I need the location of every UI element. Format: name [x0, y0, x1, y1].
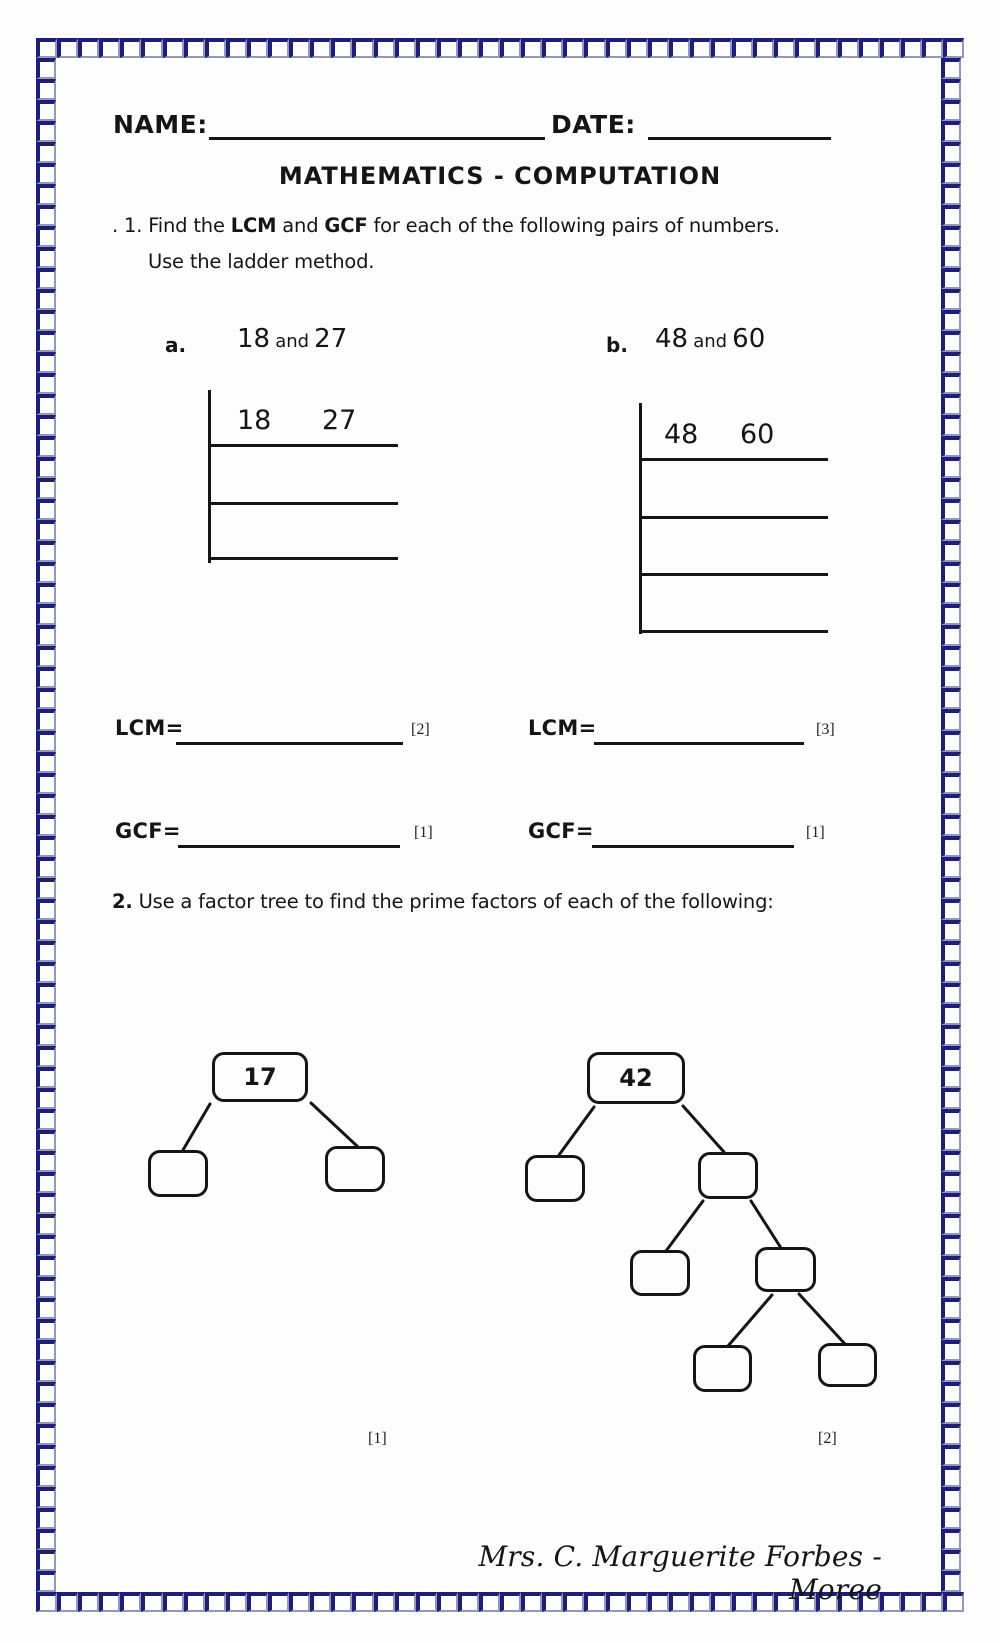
date-answer-line[interactable]: [648, 137, 831, 140]
border-tile: [941, 1445, 961, 1466]
border-tile: [57, 1592, 78, 1612]
border-tile: [36, 415, 56, 436]
ladder-a-rung-3: [208, 557, 398, 560]
border-tile: [941, 983, 961, 1004]
page-title: MATHEMATICS - COMPUTATION: [278, 162, 722, 190]
border-tile: [36, 1088, 56, 1109]
border-tile: [941, 373, 961, 394]
border-tile: [289, 1592, 310, 1612]
border-tile: [941, 1424, 961, 1445]
border-tile: [941, 310, 961, 331]
factor-tree-17-root: 17: [212, 1052, 308, 1102]
border-tile: [941, 1529, 961, 1550]
question1-number: . 1.: [112, 214, 149, 237]
border-tile: [437, 38, 458, 58]
border-tile: [36, 878, 56, 899]
ladder-b-num1: 48: [664, 419, 699, 450]
problem-b-conj: and: [693, 331, 728, 352]
border-tile: [36, 1214, 56, 1235]
question1-line2: Use the ladder method.: [148, 250, 375, 273]
border-tile: [226, 38, 247, 58]
border-tile: [36, 688, 56, 709]
border-tile: [331, 1592, 352, 1612]
ladder-b-rung-4: [639, 630, 828, 633]
factor-tree-42-box-l2-left[interactable]: [630, 1250, 690, 1296]
border-tile: [941, 1403, 961, 1424]
factor-tree-42-box-l3-right[interactable]: [818, 1343, 877, 1387]
border-tile: [36, 289, 56, 310]
border-tile: [941, 646, 961, 667]
ladder-a-rung-1: [208, 444, 398, 447]
border-tile: [479, 38, 500, 58]
border-tile: [941, 688, 961, 709]
lcm-b-answer-line[interactable]: [594, 742, 804, 745]
border-tile: [331, 38, 352, 58]
problem-b-letter: b.: [606, 333, 628, 357]
ladder-b-vertical-line: [639, 403, 642, 634]
tree-42-marks: [2]: [818, 1430, 837, 1447]
border-tile: [941, 499, 961, 520]
border-tile: [941, 709, 961, 730]
border-tile: [941, 562, 961, 583]
decorative-border-top: [36, 38, 964, 58]
border-tile: [941, 583, 961, 604]
border-tile: [416, 38, 437, 58]
decorative-border-right: [941, 58, 961, 1592]
border-tile: [36, 457, 56, 478]
border-tile: [36, 1403, 56, 1424]
border-tile: [901, 1592, 922, 1612]
border-tile: [205, 1592, 226, 1612]
border-tile: [36, 1592, 57, 1612]
border-tile: [36, 541, 56, 562]
factor-tree-42-root: 42: [587, 1052, 685, 1104]
border-tile: [941, 1340, 961, 1361]
gcf-b-marks: [1]: [806, 824, 825, 841]
question1-line1: [112, 214, 780, 237]
lcm-b-marks: [3]: [816, 721, 835, 738]
border-tile: [941, 604, 961, 625]
border-tile: [36, 1508, 56, 1529]
border-tile: [941, 1046, 961, 1067]
border-tile: [941, 478, 961, 499]
border-tile: [521, 38, 542, 58]
border-tile: [941, 1130, 961, 1151]
border-tile: [36, 1109, 56, 1130]
border-tile: [36, 1067, 56, 1088]
decorative-border-left: [36, 58, 56, 1592]
border-tile: [941, 1193, 961, 1214]
border-tile: [941, 752, 961, 773]
problem-b-numbers: [655, 324, 765, 354]
border-tile: [941, 1151, 961, 1172]
border-tile: [184, 1592, 205, 1612]
border-tile: [289, 38, 310, 58]
border-tile: [941, 1067, 961, 1088]
border-tile: [943, 1592, 964, 1612]
border-tile: [141, 1592, 162, 1612]
border-tile: [184, 38, 205, 58]
border-tile: [36, 815, 56, 836]
border-tile: [36, 163, 56, 184]
border-tile: [268, 1592, 289, 1612]
border-tile: [859, 38, 880, 58]
gcf-b-answer-line[interactable]: [592, 845, 794, 848]
border-tile: [36, 331, 56, 352]
border-tile: [36, 142, 56, 163]
border-tile: [36, 920, 56, 941]
border-tile: [36, 562, 56, 583]
border-tile: [941, 520, 961, 541]
border-tile: [941, 184, 961, 205]
border-tile: [941, 1466, 961, 1487]
border-tile: [36, 1298, 56, 1319]
border-tile: [941, 625, 961, 646]
border-tile: [943, 38, 964, 58]
border-tile: [941, 1487, 961, 1508]
border-tile: [36, 394, 56, 415]
name-answer-line[interactable]: [209, 137, 545, 140]
border-tile: [374, 1592, 395, 1612]
border-tile: [732, 38, 753, 58]
factor-tree-17-box-left[interactable]: [148, 1150, 208, 1197]
border-tile: [941, 920, 961, 941]
border-tile: [941, 1214, 961, 1235]
border-tile: [141, 38, 162, 58]
border-tile: [310, 1592, 331, 1612]
border-tile: [941, 394, 961, 415]
gcf-a-marks: [1]: [414, 824, 433, 841]
border-tile: [99, 38, 120, 58]
border-tile: [36, 1382, 56, 1403]
border-tile: [941, 1319, 961, 1340]
border-tile: [941, 415, 961, 436]
border-tile: [941, 1235, 961, 1256]
border-tile: [941, 1256, 961, 1277]
border-tile: [36, 1130, 56, 1151]
border-tile: [941, 100, 961, 121]
border-tile: [648, 38, 669, 58]
border-tile: [36, 941, 56, 962]
border-tile: [584, 38, 605, 58]
border-tile: [36, 520, 56, 541]
lcm-term: LCM: [230, 214, 277, 237]
border-tile: [941, 731, 961, 752]
border-tile: [941, 121, 961, 142]
border-tile: [941, 878, 961, 899]
border-tile: [36, 625, 56, 646]
border-tile: [941, 1361, 961, 1382]
border-tile: [36, 499, 56, 520]
border-tile: [690, 38, 711, 58]
border-tile: [36, 709, 56, 730]
border-tile: [669, 38, 690, 58]
factor-tree-42-box-l3-left[interactable]: [693, 1345, 752, 1392]
question1-text: for each of the following pairs of numbers.: [367, 214, 780, 237]
border-tile: [941, 352, 961, 373]
gcf-a-answer-line[interactable]: [178, 845, 400, 848]
border-tile: [500, 38, 521, 58]
question2-text: Use a factor tree to find the prime factors of each of the following:: [132, 890, 774, 913]
border-tile: [606, 38, 627, 58]
ladder-b-rung-2: [639, 516, 828, 519]
border-tile: [941, 142, 961, 163]
border-tile: [774, 38, 795, 58]
border-tile: [36, 962, 56, 983]
border-tile: [99, 1592, 120, 1612]
border-tile: [247, 1592, 268, 1612]
border-tile: [36, 583, 56, 604]
border-tile: [247, 38, 268, 58]
border-tile: [78, 38, 99, 58]
border-tile: [941, 1508, 961, 1529]
ladder-b-rung-3: [639, 573, 828, 576]
border-tile: [711, 38, 732, 58]
lcm-b-label: LCM=: [528, 716, 597, 740]
border-tile: [563, 38, 584, 58]
border-tile: [922, 38, 943, 58]
factor-tree-17-box-right[interactable]: [325, 1146, 385, 1192]
border-tile: [816, 38, 837, 58]
border-tile: [36, 1256, 56, 1277]
border-tile: [941, 1550, 961, 1571]
border-tile: [36, 310, 56, 331]
problem-a-letter: a.: [165, 333, 187, 357]
problem-a-num2: 27: [314, 324, 348, 354]
border-tile: [36, 857, 56, 878]
border-tile: [36, 121, 56, 142]
border-tile: [753, 38, 774, 58]
border-tile: [36, 436, 56, 457]
border-tile: [36, 373, 56, 394]
border-tile: [36, 1172, 56, 1193]
border-tile: [226, 1592, 247, 1612]
border-tile: [941, 1571, 961, 1592]
border-tile: [941, 163, 961, 184]
border-tile: [941, 667, 961, 688]
border-tile: [36, 1025, 56, 1046]
name-label: NAME:: [113, 110, 208, 139]
border-tile: [36, 1319, 56, 1340]
border-tile: [163, 1592, 184, 1612]
border-tile: [36, 1529, 56, 1550]
border-tile: [36, 1004, 56, 1025]
border-tile: [941, 541, 961, 562]
border-tile: [36, 1235, 56, 1256]
border-tile: [120, 38, 141, 58]
border-tile: [36, 226, 56, 247]
border-tile: [36, 1277, 56, 1298]
border-tile: [880, 1592, 901, 1612]
ladder-a-vertical-line: [208, 390, 211, 563]
border-tile: [268, 38, 289, 58]
border-tile: [941, 1298, 961, 1319]
border-tile: [36, 79, 56, 100]
border-tile: [120, 1592, 141, 1612]
tree-17-marks: [1]: [368, 1430, 387, 1447]
border-tile: [941, 941, 961, 962]
border-tile: [542, 38, 563, 58]
problem-a-num1: 18: [237, 324, 271, 354]
border-tile: [941, 1025, 961, 1046]
ladder-a-num2: 27: [322, 405, 357, 436]
border-tile: [36, 1193, 56, 1214]
gcf-term: GCF: [324, 214, 368, 237]
border-tile: [36, 1487, 56, 1508]
border-tile: [941, 79, 961, 100]
border-tile: [36, 1046, 56, 1067]
border-tile: [36, 731, 56, 752]
border-tile: [901, 38, 922, 58]
border-tile: [941, 794, 961, 815]
border-tile: [36, 478, 56, 499]
border-tile: [941, 962, 961, 983]
footer-credit: Mrs. C. Marguerite Forbes - Moree: [478, 1540, 882, 1606]
question1-text: and: [276, 214, 325, 237]
border-tile: [838, 38, 859, 58]
border-tile: [36, 38, 57, 58]
border-tile: [395, 38, 416, 58]
ladder-b-rung-1: [639, 458, 828, 461]
border-tile: [36, 752, 56, 773]
border-tile: [36, 604, 56, 625]
border-tile: [36, 794, 56, 815]
question2-line: [112, 890, 774, 913]
border-tile: [36, 1571, 56, 1592]
border-tile: [36, 646, 56, 667]
problem-a-numbers: [237, 324, 347, 354]
border-tile: [36, 205, 56, 226]
border-tile: [941, 205, 961, 226]
border-tile: [627, 38, 648, 58]
border-tile: [36, 1424, 56, 1445]
border-tile: [36, 184, 56, 205]
problem-a-conj: and: [275, 331, 310, 352]
border-tile: [78, 1592, 99, 1612]
border-tile: [941, 1109, 961, 1130]
border-tile: [36, 58, 56, 79]
border-tile: [941, 1382, 961, 1403]
border-tile: [880, 38, 901, 58]
border-tile: [36, 1466, 56, 1487]
border-tile: [941, 436, 961, 457]
lcm-a-answer-line[interactable]: [176, 742, 403, 745]
border-tile: [36, 983, 56, 1004]
factor-tree-42-box-l1-left[interactable]: [525, 1155, 585, 1202]
border-tile: [941, 331, 961, 352]
border-tile: [374, 38, 395, 58]
border-tile: [941, 1004, 961, 1025]
border-tile: [36, 100, 56, 121]
border-tile: [941, 226, 961, 247]
border-tile: [36, 352, 56, 373]
border-tile: [36, 268, 56, 289]
border-tile: [205, 38, 226, 58]
border-tile: [36, 1550, 56, 1571]
problem-b-num2: 60: [732, 324, 766, 354]
ladder-a-num1: 18: [237, 405, 272, 436]
border-tile: [941, 857, 961, 878]
factor-tree-42-box-l2-right[interactable]: [755, 1247, 816, 1292]
border-tile: [36, 1340, 56, 1361]
problem-b-num1: 48: [655, 324, 689, 354]
border-tile: [163, 38, 184, 58]
gcf-a-label: GCF=: [115, 819, 181, 843]
border-tile: [922, 1592, 943, 1612]
lcm-a-label: LCM=: [115, 716, 184, 740]
border-tile: [352, 38, 373, 58]
border-tile: [795, 38, 816, 58]
border-tile: [941, 1088, 961, 1109]
border-tile: [310, 38, 331, 58]
border-tile: [941, 773, 961, 794]
border-tile: [941, 58, 961, 79]
gcf-b-label: GCF=: [528, 819, 594, 843]
border-tile: [36, 247, 56, 268]
border-tile: [941, 289, 961, 310]
date-label: DATE:: [551, 110, 636, 139]
border-tile: [941, 457, 961, 478]
question1-text: Find the: [148, 214, 231, 237]
ladder-b-num2: 60: [740, 419, 775, 450]
border-tile: [941, 247, 961, 268]
border-tile: [36, 1151, 56, 1172]
border-tile: [57, 38, 78, 58]
border-tile: [941, 268, 961, 289]
border-tile: [941, 1172, 961, 1193]
border-tile: [941, 899, 961, 920]
border-tile: [941, 1277, 961, 1298]
border-tile: [36, 773, 56, 794]
factor-tree-42-box-l1-right[interactable]: [698, 1152, 758, 1199]
border-tile: [941, 815, 961, 836]
border-tile: [36, 836, 56, 857]
ladder-a-rung-2: [208, 502, 398, 505]
border-tile: [36, 899, 56, 920]
border-tile: [941, 836, 961, 857]
border-tile: [36, 667, 56, 688]
border-tile: [458, 38, 479, 58]
border-tile: [36, 1361, 56, 1382]
question2-number: 2.: [112, 890, 133, 913]
border-tile: [36, 1445, 56, 1466]
lcm-a-marks: [2]: [411, 721, 430, 738]
border-tile: [352, 1592, 373, 1612]
